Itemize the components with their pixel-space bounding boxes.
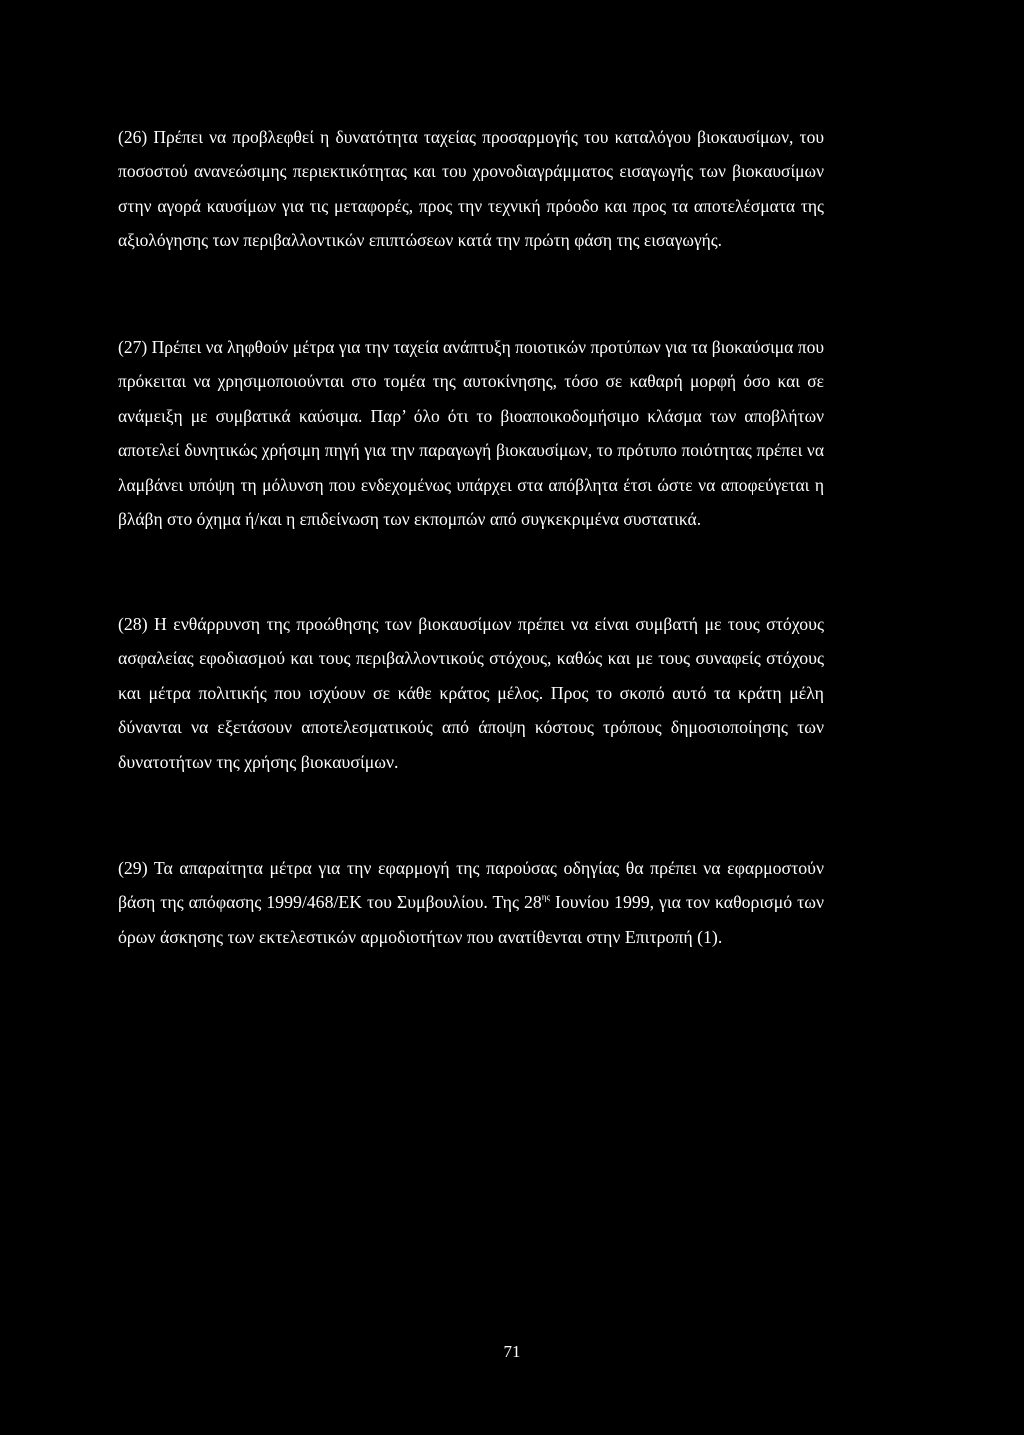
paragraph-26: (26) Πρέπει να προβλεφθεί η δυνατότητα ταχείας προσαρμογής του καταλόγου βιοκαυσίμων, του ποσοστού ανανεώσιμης περιεκτικότητας και του χρονοδιαγράμματος εισαγωγής των βιοκαυσίμων στην αγορά καυσίμων για τις μεταφορές, προς την τεχνική πρόοδο και προς τα αποτελέσματα της αξιολόγησης των περιβαλλοντικών επιπτώσεων κατά την πρώτη φάση της εισαγωγής. — [118, 127, 824, 251]
paragraph-29 — [118, 851, 824, 954]
paragraph-27: (27) Πρέπει να ληφθούν μέτρα για την ταχεία ανάπτυξη ποιοτικών προτύπων για τα βιοκαύσιμα που πρόκειται να χρησιμοποιούνται στο τομέα της αυτοκίνησης, τόσο σε καθαρή μορφή όσο και σε ανάμειξη με συμβατικά καύσιμα. Παρ’ όλο ότι το βιοαποικοδομήσιμο κλάσμα των αποβλήτων αποτελεί δυνητικώς χρήσιμη πηγή για την παραγωγή βιοκαυσίμων, το πρότυπο ποιότητας πρέπει να λαμβάνει υπόψη τη μόλυνση που ενδεχομένως υπάρχει στα απόβλητα έτσι ώστε να αποφεύγεται η βλάβη στο όχημα ή/και η επιδείνωση των εκπομπών από συγκεκριμένα συστατικά. — [118, 337, 824, 530]
ordinal-superscript: ης — [541, 892, 551, 903]
paragraph-29-text-before: (29) Τα απαραίτητα μέτρα για την εφαρμογή της παρούσας οδηγίας θα πρέπει να εφαρμοστούν βάση της απόφασης 1999/468/ΕΚ του Συμβουλίου. Της 28 — [118, 858, 824, 913]
paragraph-28: (28) Η ενθάρρυνση της προώθησης των βιοκαυσίμων πρέπει να είναι συμβατή με τους στόχους ασφαλείας εφοδιασμού και τους περιβαλλοντικούς στόχους, καθώς και με τους συναφείς στόχους και μέτρα πολιτικής που ισχύουν σε κάθε κράτος μέλος. Προς το σκοπό αυτό τα κράτη μέλη δύνανται να εξετάσουν αποτελεσματικούς από άποψη κόστους τρόπους δημοσιοποίησης των δυνατοτήτων της χρήσης βιοκαυσίμων. — [118, 614, 824, 772]
page-number: 71 — [503, 1342, 521, 1361]
paragraph-29-text-after: Ιουνίου 1999, για τον καθορισμό των όρων άσκησης των εκτελεστικών αρμοδιοτήτων που ανατίθενται στην Επιτροπή (1). — [118, 892, 824, 947]
